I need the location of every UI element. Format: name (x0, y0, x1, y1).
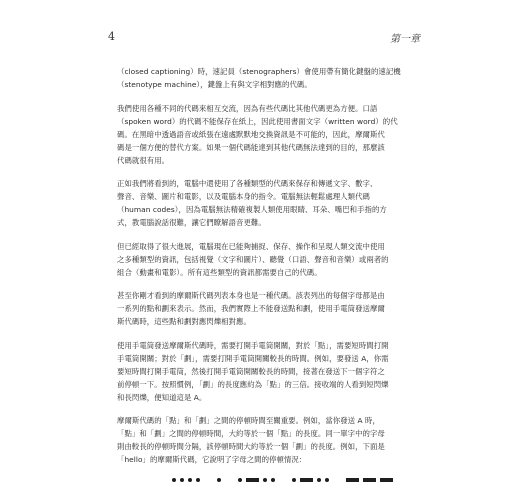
morse-dot (172, 478, 176, 482)
morse-dot (217, 478, 221, 482)
morse-dot (263, 478, 267, 482)
morse-dot (180, 478, 184, 482)
morse-dash (346, 478, 359, 482)
text-line: 之多種類型的資訊，包括視覺（文字和圖片）、聽覺（口語、聲音和音樂）或兩者的 (117, 254, 389, 264)
text-line: 但已經取得了很大進展，電腦現在已能夠捕捉、保存、操作和呈現人類交流中使用 (117, 241, 385, 251)
text-line: 和長閃爍，便知道這是 A。 (117, 392, 207, 402)
text-line: 要短時間打開手電筒，然後打開手電筒開關較長的時間，接著在發送下一個字符之 (117, 366, 385, 376)
text-line: 一系列的點和劃來表示。然而，我們實際上不能發送點和劃，使用手電筒發送摩爾 (117, 304, 385, 313)
morse-dot (196, 478, 200, 482)
morse-dot (292, 478, 296, 482)
text-line: 碼是一個方便的替代方案。如果一個代碼能達到其他代碼無法達到的目的，那麼該 (117, 142, 385, 152)
text-line: 聲音、音樂、圖片和電影，以及電腦本身的指令。電腦無法輕鬆處理人類代碼 (117, 192, 370, 201)
morse-dash (380, 478, 393, 482)
morse-letter-gap (279, 478, 288, 482)
text-line: 代碼就很有用。 (117, 155, 170, 165)
text-line: 「點」和「劃」之間的停頓時間，大約等於一個「點」的長度。同一單字中的字母 (117, 429, 385, 438)
morse-letter-gap (333, 478, 342, 482)
text-line: 使用手電筒發送摩爾斯代碼時，需要打開手電筒開關，對於「點」，需要短時間打開 (117, 340, 389, 350)
text-line: （human codes），因為電腦無法精確複製人類使用眼睛、耳朵、嘴巴和手指的方 (117, 205, 387, 214)
text-line: 式，教電腦說話很難，讓它們瞭解語音更難。 (117, 218, 266, 227)
morse-dot (325, 478, 329, 482)
paragraph (117, 339, 417, 404)
morse-dash (363, 478, 376, 482)
text-line: （spoken word）的代碼不能保存在紙上，因此使用書面文字（written word）的代 (117, 116, 398, 126)
text-line: 組合（動畫和電影）。所有這些類型的資訊都需要自己的代碼。 (117, 267, 322, 277)
morse-dash (246, 478, 259, 482)
morse-code-hello (172, 478, 393, 482)
morse-dot (271, 478, 275, 482)
chapter-label: 第一章 (390, 34, 420, 45)
morse-dash (300, 478, 313, 482)
paragraph (117, 240, 417, 279)
text-line: 碼。在黑暗中透過語音或紙張在遠處默默地交換資訊是不可能的，因此，摩爾斯代 (117, 129, 385, 139)
text-line: 正如我們將看到的，電腦中還使用了各種類型的代碼來保存和傳遞文字、數字、 (117, 179, 378, 188)
morse-dot (317, 478, 321, 482)
text-line: 甚至你剛才看到的摩爾斯代碼列表本身也是一種代碼。該表列出的每個字母都是由 (117, 291, 385, 300)
paragraph (117, 177, 417, 229)
text-line: 斯代碼時，這些點和劃對應閃爍相對應。 (117, 317, 251, 326)
paragraph (117, 102, 417, 167)
paragraph (117, 414, 417, 466)
paragraph (117, 65, 417, 91)
text-line: 手電筒開關；對於「劃」，需要打開手電筒開關較長的時間。例如，要發送 A，你需 (117, 353, 389, 363)
text-line: （stenotype machine），鍵盤上有與文字相對應的代碼。 (117, 80, 312, 89)
text-line: 前停頓一下。按照慣例，「劃」的長度應約為「點」的三倍。接收端的人看到短閃爍 (117, 379, 389, 389)
text-line: 則由較長的停頓時間分隔，該停頓時間大約等於一個「劃」的長度。例如，下面是 (117, 442, 385, 451)
text-line: 我們使用各種不同的代碼來相互交流，因為有些代碼比其他代碼更為方便。口語 (117, 103, 378, 113)
text-line: 「hello」的摩爾斯代碼，它說明了字母之間的停頓情況： (117, 455, 307, 464)
morse-letter-gap (225, 478, 234, 482)
text-line: 摩爾斯代碼的「點」和「劃」之間的停頓時間至關重要。例如，當你發送 A 時， (117, 416, 380, 425)
morse-letter-gap (204, 478, 213, 482)
paragraph (117, 289, 417, 328)
body-text (117, 65, 417, 477)
morse-dot (238, 478, 242, 482)
morse-dot (188, 478, 192, 482)
text-line: （closed captioning）時，速記員（stenographers）會使用帶有簡化鍵盤的速記機 (117, 67, 401, 76)
page-number: 4 (108, 30, 115, 43)
